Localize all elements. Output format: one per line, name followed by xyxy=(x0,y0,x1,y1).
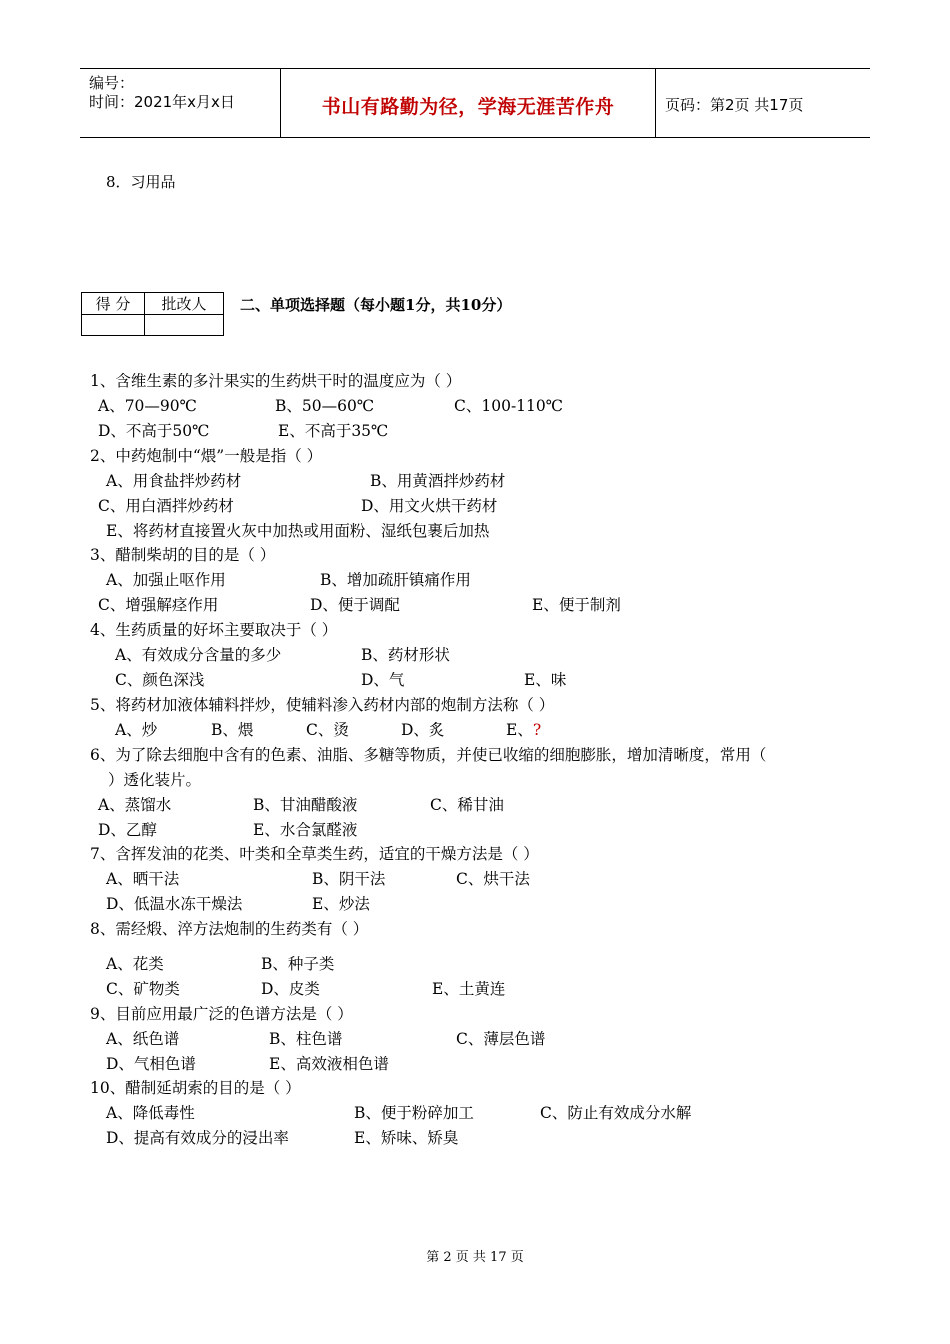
option-e-label: E、 xyxy=(506,721,533,739)
question-7-stem: 7、含挥发油的花类、叶类和全草类生药，适宜的干燥方法是（ ） xyxy=(90,845,539,863)
option-c: C、增强解痉作用 xyxy=(98,596,219,614)
question-5-options xyxy=(115,718,865,740)
question-2-option-e: E、将药材直接置火灰中加热或用面粉、湿纸包裹后加热 xyxy=(106,522,490,540)
question-4-options-row2 xyxy=(115,668,865,690)
question-6-options-row2 xyxy=(98,818,858,840)
option-d: D、气 xyxy=(361,671,405,689)
header-time: 时间：2021年x月x日 xyxy=(89,93,235,111)
option-d: D、不高于50℃ xyxy=(98,422,210,440)
option-c: C、用白酒拌炒药材 xyxy=(98,497,234,515)
option-c: C、矿物类 xyxy=(106,980,180,998)
question-7-options-row1 xyxy=(106,867,866,889)
question-1-options-row1 xyxy=(98,394,858,416)
option-b: B、柱色谱 xyxy=(269,1030,343,1048)
question-3-options-row2 xyxy=(98,593,858,615)
option-b: B、增加疏肝镇痛作用 xyxy=(320,571,471,589)
option-a: A、晒干法 xyxy=(106,870,180,888)
option-e: E、高效液相色谱 xyxy=(269,1055,389,1073)
option-e: E、矫味、矫臭 xyxy=(354,1129,459,1147)
page-footer: 第 2 页 共 17 页 xyxy=(426,1250,524,1265)
score-table xyxy=(81,292,224,336)
option-d: D、乙醇 xyxy=(98,821,157,839)
option-b: B、甘油醋酸液 xyxy=(253,796,358,814)
question-10-options-row1 xyxy=(106,1101,866,1123)
grader-cell[interactable] xyxy=(145,315,224,336)
question-9-options-row1 xyxy=(106,1027,866,1049)
option-b: B、用黄酒拌炒药材 xyxy=(370,472,506,490)
question-8-options-row1 xyxy=(106,952,866,974)
question-8-options-row2 xyxy=(106,977,866,999)
option-e xyxy=(506,718,541,740)
option-a: A、花类 xyxy=(106,955,164,973)
option-d: D、气相色谱 xyxy=(106,1055,196,1073)
question-1-stem: 1、含维生素的多汁果实的生药烘干时的温度应为（ ） xyxy=(90,372,462,390)
option-c: C、烫 xyxy=(306,721,349,739)
page-header xyxy=(80,68,870,138)
question-3-stem: 3、醋制柴胡的目的是（ ） xyxy=(90,546,276,564)
option-a: A、70—90℃ xyxy=(98,397,197,415)
question-4-options-row1 xyxy=(115,643,865,665)
question-mark: ? xyxy=(532,721,542,739)
question-4-stem: 4、生药质量的好坏主要取决于（ ） xyxy=(90,621,338,639)
option-c: C、防止有效成分水解 xyxy=(540,1104,692,1122)
score-label: 得 分 xyxy=(82,293,145,315)
option-d: D、低温水冻干燥法 xyxy=(106,895,243,913)
option-c: C、100-110℃ xyxy=(454,397,564,415)
question-3-options-row1 xyxy=(106,568,866,590)
question-2-options-row1 xyxy=(106,469,866,491)
option-a: A、降低毒性 xyxy=(106,1104,195,1122)
list-item-8: 8．习用品 xyxy=(106,173,176,191)
question-5-stem: 5、将药材加液体辅料拌炒，使辅料渗入药材内部的炮制方法称（ ） xyxy=(90,696,555,714)
option-a: A、纸色谱 xyxy=(106,1030,180,1048)
header-motto: 书山有路勤为径，学海无涯苦作舟 xyxy=(321,96,615,118)
option-e: E、不高于35℃ xyxy=(278,422,389,440)
option-c: C、稀甘油 xyxy=(430,796,504,814)
option-b: B、便于粉碎加工 xyxy=(354,1104,474,1122)
question-6-stem-line1: 6、为了除去细胞中含有的色素、油脂、多糖等物质，并使已收缩的细胞膨胀，增加清晰度，常用（ xyxy=(90,746,767,764)
option-b: B、50—60℃ xyxy=(275,397,375,415)
question-7-options-row2 xyxy=(106,892,866,914)
section-title: 二、单项选择题（每小题1分，共10分） xyxy=(240,296,512,314)
option-b: B、阴干法 xyxy=(312,870,386,888)
option-e: E、炒法 xyxy=(312,895,370,913)
score-cell[interactable] xyxy=(82,315,145,336)
header-meta-cell xyxy=(80,69,280,137)
question-1-options-row2 xyxy=(98,419,858,441)
option-c: C、薄层色谱 xyxy=(456,1030,546,1048)
option-e: E、水合氯醛液 xyxy=(253,821,358,839)
header-motto-cell xyxy=(280,69,656,137)
option-a: A、蒸馏水 xyxy=(98,796,172,814)
option-c: C、颜色深浅 xyxy=(115,671,205,689)
question-2-stem: 2、中药炮制中“煨”一般是指（ ） xyxy=(90,447,323,465)
option-a: A、加强止呕作用 xyxy=(106,571,226,589)
option-b: B、药材形状 xyxy=(361,646,450,664)
question-2-options-row2 xyxy=(98,494,858,516)
question-6-stem-line2: ）透化装片。 xyxy=(108,771,202,789)
option-d: D、炙 xyxy=(401,721,445,739)
option-e: E、味 xyxy=(524,671,567,689)
header-number: 编号： xyxy=(89,74,135,92)
option-e: E、土黄连 xyxy=(432,980,506,998)
option-b: B、种子类 xyxy=(261,955,335,973)
option-e: E、便于制剂 xyxy=(532,596,621,614)
question-6-options-row1 xyxy=(98,793,858,815)
question-10-stem: 10、醋制延胡索的目的是（ ） xyxy=(90,1079,301,1097)
question-9-stem: 9、目前应用最广泛的色谱方法是（ ） xyxy=(90,1005,353,1023)
option-a: A、炒 xyxy=(115,721,158,739)
header-page-number: 页码：第2页 共17页 xyxy=(665,96,804,114)
option-a: A、有效成分含量的多少 xyxy=(115,646,282,664)
option-d: D、用文火烘干药材 xyxy=(361,497,498,515)
option-b: B、煨 xyxy=(211,721,254,739)
option-d: D、提高有效成分的浸出率 xyxy=(106,1129,289,1147)
option-d: D、皮类 xyxy=(261,980,320,998)
grader-label: 批改人 xyxy=(145,293,224,315)
option-c: C、烘干法 xyxy=(456,870,530,888)
question-10-options-row2 xyxy=(106,1126,866,1148)
question-8-stem: 8、需经煅、淬方法炮制的生药类有（ ） xyxy=(90,920,369,938)
header-page-cell xyxy=(655,69,870,137)
option-a: A、用食盐拌炒药材 xyxy=(106,472,242,490)
question-9-options-row2 xyxy=(106,1052,866,1074)
option-d: D、便于调配 xyxy=(310,596,400,614)
